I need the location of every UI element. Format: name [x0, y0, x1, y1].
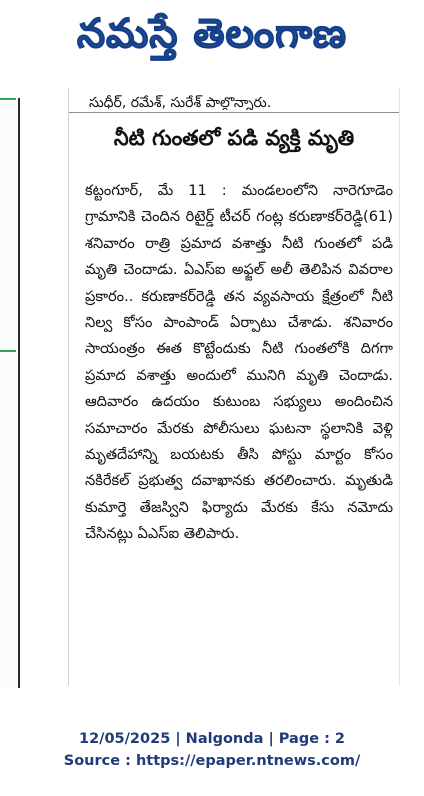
green-accent-line	[0, 98, 16, 100]
source-link: Source : https://epaper.ntnews.com/	[63, 753, 361, 769]
article-body-text: మండలంలోని నారెగూడెం గ్రామానికి చెందిన రిటైర్డ్ టీచర్ గంట్ల కరుణాకర్‌రెడ్డి(61) శనివారం రాత్రి ప్రమాద వశాత్తు నీటి గుంతలో పడి మృతి చెందాడు. ఏఎస్‌ఐ అఫ్జల్ అలీ తెలిపిన వివరాల ప్రకారం.. కరుణాకర్‌రెడ్డి తన వ్యవసాయ క్షేత్రంలో నీటి నిల్వ కోసం పాంపాండ్ ఏర్పాటు చేశాడు. శనివారం సాయంత్రం ఈత కొట్టేందుకు నీటి గుంతలోకి దిగగా ప్రమాద వశాత్తు అందులో మునిగి మృతి చెందాడు. ఆదివారం ఉదయం కుటుంబ సభ్యులు అందించిన సమాచారం మేరకు పోలీసులు ఘటనా స్థలానికి వెళ్లి మృతదేహాన్ని బయటకు తీసి పోస్టు మార్టం కోసం నకిరేకల్ ప్రభుత్వ దవాఖానకు తరలించారు. మృతుడి కుమార్తె తేజస్విని ఫిర్యాదు మేరకు కేసు నమోదు చేసినట్లు ఏఎస్‌ఐ తెలిపారు.	[85, 182, 393, 543]
divider	[69, 112, 399, 113]
article-headline: నీటి గుంతలో పడి వ్యక్తి మృతి	[113, 126, 355, 150]
article-body	[85, 178, 393, 548]
green-accent-line	[0, 350, 16, 352]
newspaper-logo: నమస్తే తెలంగాణ	[76, 11, 348, 57]
news-clipping	[68, 88, 400, 686]
source-footer	[0, 728, 424, 772]
edition-info: 12/05/2025 | Nalgonda | Page : 2	[78, 731, 346, 747]
masthead	[0, 0, 424, 78]
previous-article-tail: సుధీర్, రమేశ్, సురేశ్ పాల్గొన్నారు.	[89, 95, 272, 110]
article-dateline: కట్టంగూర్, మే 11 :	[85, 182, 227, 199]
adjacent-column-edge	[0, 98, 20, 688]
